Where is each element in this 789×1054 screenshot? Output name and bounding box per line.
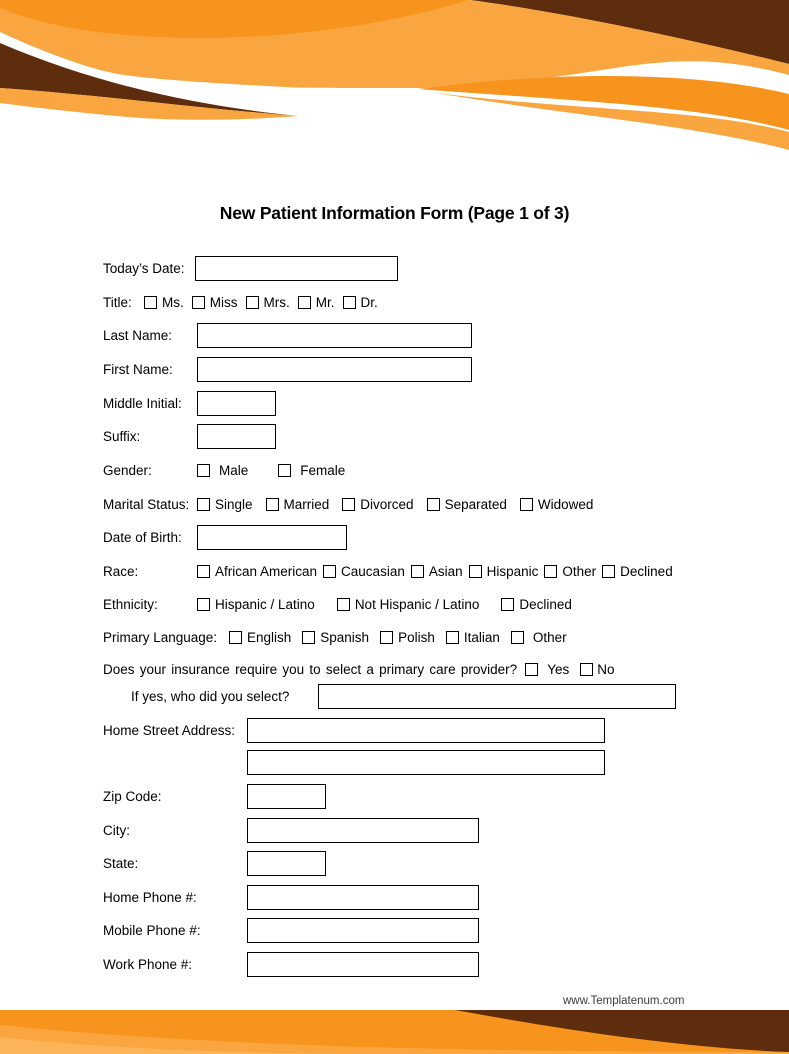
race-asian-checkbox[interactable] [411, 565, 424, 578]
field-home-street-address-line2 [103, 750, 605, 775]
insurance-question-label: Does your insurance require you to select a primary care provider? [103, 662, 518, 677]
insurance-no-checkbox[interactable] [580, 663, 593, 676]
todays-date-label: Today’s Date: [103, 261, 185, 276]
title-mrs-label: Mrs. [263, 295, 290, 310]
language-spanish-label: Spanish [320, 630, 370, 645]
marital-widowed-label: Widowed [537, 497, 594, 512]
home-street-address-line2-input[interactable] [247, 750, 605, 775]
last-name-input[interactable] [197, 323, 472, 348]
date-of-birth-input[interactable] [197, 525, 347, 550]
mobile-phone-label: Mobile Phone #: [103, 923, 201, 938]
gender-male-checkbox[interactable] [197, 464, 210, 477]
field-mobile-phone [103, 918, 479, 943]
footer-website-url: www.Templatenum.com [563, 995, 685, 1007]
field-first-name [103, 357, 472, 382]
race-other-checkbox[interactable] [544, 565, 557, 578]
middle-initial-input[interactable] [197, 391, 276, 416]
field-todays-date [103, 256, 398, 281]
city-label: City: [103, 823, 130, 838]
title-ms-checkbox[interactable] [144, 296, 157, 309]
field-zip-code [103, 784, 326, 809]
field-last-name [103, 323, 472, 348]
field-suffix [103, 424, 276, 449]
marital-divorced-label: Divorced [360, 497, 414, 512]
language-polish-label: Polish [398, 630, 435, 645]
race-caucasian-checkbox[interactable] [323, 565, 336, 578]
marital-separated-label: Separated [444, 497, 507, 512]
gender-female-checkbox[interactable] [278, 464, 291, 477]
todays-date-input[interactable] [195, 256, 398, 281]
title-mr-checkbox[interactable] [298, 296, 311, 309]
home-phone-input[interactable] [247, 885, 479, 910]
insurance-yes-checkbox[interactable] [525, 663, 538, 676]
field-state [103, 851, 326, 876]
suffix-input[interactable] [197, 424, 276, 449]
ethnicity-not-hispanic-latino-checkbox[interactable] [337, 598, 350, 611]
city-input[interactable] [247, 818, 479, 843]
title-mr-label: Mr. [315, 295, 335, 310]
marital-status-label: Marital Status: [103, 497, 190, 512]
race-other-label: Other [562, 564, 597, 579]
bottom-swoosh-decoration [0, 1009, 789, 1054]
home-street-address-input[interactable] [247, 718, 605, 743]
first-name-label: First Name: [103, 362, 173, 377]
field-home-phone [103, 885, 479, 910]
marital-single-checkbox[interactable] [197, 498, 210, 511]
language-other-label: Other [532, 630, 567, 645]
field-home-street-address [103, 718, 605, 743]
field-ethnicity [103, 592, 572, 617]
race-hispanic-checkbox[interactable] [469, 565, 482, 578]
field-city [103, 818, 479, 843]
language-polish-checkbox[interactable] [380, 631, 393, 644]
insurance-selection-input[interactable] [318, 684, 676, 709]
language-spanish-checkbox[interactable] [302, 631, 315, 644]
race-declined-label: Declined [620, 564, 673, 579]
zip-code-label: Zip Code: [103, 789, 162, 804]
marital-divorced-checkbox[interactable] [342, 498, 355, 511]
ethnicity-hispanic-latino-label: Hispanic / Latino [215, 597, 315, 612]
field-marital-status [103, 492, 593, 517]
work-phone-label: Work Phone #: [103, 957, 193, 972]
insurance-no-label: No [597, 662, 615, 677]
language-english-label: English [247, 630, 292, 645]
primary-language-label: Primary Language: [103, 630, 218, 645]
insurance-selection-label: If yes, who did you select? [131, 689, 290, 704]
ethnicity-declined-checkbox[interactable] [501, 598, 514, 611]
field-insurance-question [103, 657, 614, 682]
language-italian-label: Italian [463, 630, 500, 645]
marital-married-label: Married [283, 497, 330, 512]
marital-single-label: Single [215, 497, 253, 512]
middle-initial-label: Middle Initial: [103, 396, 182, 411]
top-swoosh-decoration [0, 0, 789, 150]
field-race [103, 559, 673, 584]
language-english-checkbox[interactable] [229, 631, 242, 644]
insurance-yes-label: Yes [547, 662, 570, 677]
field-gender [103, 458, 345, 483]
title-miss-label: Miss [209, 295, 238, 310]
zip-code-input[interactable] [247, 784, 326, 809]
state-label: State: [103, 856, 139, 871]
gender-label: Gender: [103, 463, 152, 478]
race-caucasian-label: Caucasian [341, 564, 405, 579]
marital-married-checkbox[interactable] [266, 498, 279, 511]
date-of-birth-label: Date of Birth: [103, 530, 182, 545]
title-label: Title: [103, 295, 132, 310]
title-miss-checkbox[interactable] [192, 296, 205, 309]
gender-male-label: Male [219, 463, 249, 478]
field-date-of-birth [103, 525, 347, 550]
gender-female-label: Female [300, 463, 346, 478]
ethnicity-declined-label: Declined [519, 597, 572, 612]
first-name-input[interactable] [197, 357, 472, 382]
field-work-phone [103, 952, 479, 977]
title-dr-label: Dr. [360, 295, 378, 310]
field-middle-initial [103, 391, 276, 416]
state-input[interactable] [247, 851, 326, 876]
last-name-label: Last Name: [103, 328, 173, 343]
home-street-address-label: Home Street Address: [103, 723, 236, 738]
title-mrs-checkbox[interactable] [246, 296, 259, 309]
title-dr-checkbox[interactable] [343, 296, 356, 309]
title-ms-label: Ms. [162, 295, 184, 310]
race-hispanic-label: Hispanic [486, 564, 539, 579]
marital-separated-checkbox[interactable] [427, 498, 440, 511]
field-title-group [103, 290, 378, 315]
suffix-label: Suffix: [103, 429, 141, 444]
race-asian-label: Asian [428, 564, 463, 579]
race-african-american-checkbox[interactable] [197, 565, 210, 578]
race-label: Race: [103, 564, 139, 579]
mobile-phone-input[interactable] [247, 918, 479, 943]
work-phone-input[interactable] [247, 952, 479, 977]
home-phone-label: Home Phone #: [103, 890, 197, 905]
ethnicity-label: Ethnicity: [103, 597, 158, 612]
marital-widowed-checkbox[interactable] [520, 498, 533, 511]
field-primary-language [103, 625, 567, 650]
language-italian-checkbox[interactable] [446, 631, 459, 644]
race-african-american-label: African American [215, 564, 318, 579]
ethnicity-hispanic-latino-checkbox[interactable] [197, 598, 210, 611]
race-declined-checkbox[interactable] [602, 565, 615, 578]
page-title: New Patient Information Form (Page 1 of 3) [219, 203, 570, 223]
language-other-checkbox[interactable] [511, 631, 524, 644]
ethnicity-not-hispanic-latino-label: Not Hispanic / Latino [354, 597, 480, 612]
field-insurance-selection [103, 684, 676, 709]
